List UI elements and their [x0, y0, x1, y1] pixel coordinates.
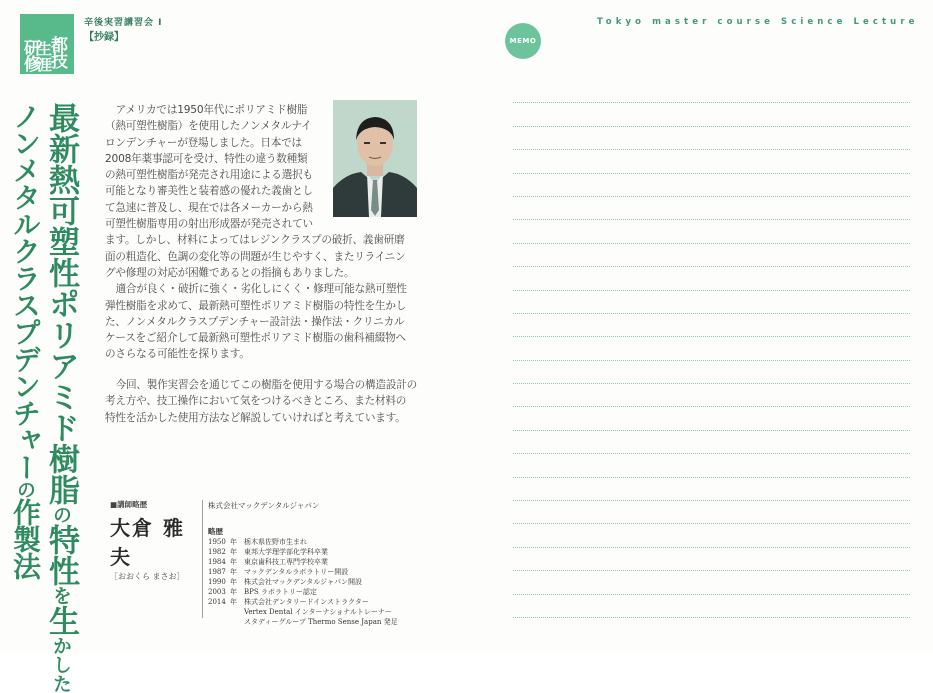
bio-text: マックデンタルラボラトリー開設	[244, 568, 349, 576]
paragraph-3	[105, 377, 420, 426]
logo-char: 研	[24, 39, 41, 59]
bio-year: 1982	[208, 548, 226, 556]
text-line: グや修理の対応が困難であるとの指摘もありました。	[105, 266, 355, 279]
bio-year-unit: 年	[230, 548, 237, 556]
bio-text: 東邦大学理学部化学科卒業	[244, 548, 328, 556]
bio-year-unit: 年	[230, 588, 237, 596]
logo-char: 技	[51, 52, 68, 72]
memo-line	[513, 595, 910, 618]
bio-year-unit: 年	[230, 598, 237, 606]
logo-char: 生	[37, 40, 53, 58]
bio-list	[208, 537, 398, 627]
series-label: 辛後実習講習会 I	[84, 18, 163, 28]
memo-line	[513, 127, 910, 150]
text-line: 2008年薬事認可を受け、特性の違う数種類	[105, 152, 308, 165]
bio-row	[208, 547, 398, 557]
memo-line	[513, 524, 910, 547]
bio-row	[208, 567, 398, 577]
intro-text	[105, 102, 420, 363]
text-line: 今回、製作実習会を通じてこの樹脂を使用する場合の構造設計の	[115, 379, 418, 391]
bio-year	[208, 607, 230, 617]
bio-year: 2003	[208, 588, 226, 596]
text-line: 可塑性樹脂専用の射出形成器が発売されてい	[105, 218, 313, 231]
text-line: 面の粗造化、色調の変化等の問題が生じやすく、またリライニン	[105, 250, 406, 263]
bio-text: 株式会社デンタリードインストラクター	[244, 598, 369, 606]
bio-text: 株式会社マックデンタルジャパン開設	[244, 578, 362, 586]
memo-line	[513, 174, 910, 197]
memo-line	[513, 267, 910, 290]
memo-line	[513, 291, 910, 314]
logo-char: 涯	[37, 56, 53, 74]
memo-line	[513, 103, 910, 126]
bio-text: スタディーグループ Thermo Sense Japan 発足	[244, 618, 398, 626]
bio-year-unit	[230, 607, 244, 617]
bio-year-unit: 年	[230, 578, 237, 586]
bio-year-unit: 年	[230, 568, 237, 576]
memo-line	[513, 384, 910, 407]
memo-lines	[513, 80, 910, 618]
author-role: ■講師略歴	[110, 500, 148, 509]
text-line: の熱可塑性樹脂が発売され用途による選択も	[105, 169, 313, 182]
text-line: ます。しかし、材料によってはレジンクラスプの破折、義歯研磨	[105, 234, 405, 247]
bio-row	[208, 587, 398, 597]
bio-row	[208, 557, 398, 567]
text-line: た、ノンメタルクラスプデンチャー設計法・操作法・クリニカル	[105, 315, 405, 328]
author-affiliation: 株式会社マックデンタルジャパン	[208, 501, 320, 510]
closing-text	[105, 377, 420, 426]
memo-line	[513, 407, 910, 430]
author-kana: ［おおくら まさお］	[110, 572, 185, 581]
memo-line	[513, 150, 910, 173]
bio-year-unit	[230, 617, 244, 627]
bio-year: 2014	[208, 598, 226, 606]
divider	[202, 500, 203, 618]
text-line: 特性を活かした使用方法など解説していければと考えています。	[105, 411, 406, 424]
author-name: 大倉 雅夫	[110, 516, 185, 569]
bio-year: 1984	[208, 558, 226, 566]
memo-line	[513, 314, 910, 337]
logo-char: 都	[51, 36, 68, 56]
organization-logo	[20, 14, 74, 74]
bio-row	[208, 607, 398, 617]
bio-year: 1987	[208, 568, 226, 576]
text-line: 適合が良く・破折に強く・劣化しにくく・修理可能な熱可塑性	[115, 283, 407, 296]
bio-year	[208, 617, 230, 627]
text-line: （熱可塑性樹脂）を使用したノンメタルナイ	[105, 120, 312, 133]
memo-badge: MEMO	[505, 23, 541, 59]
text-line: 可能となり審美性と装着感の優れた義歯とし	[105, 185, 313, 198]
memo-line	[513, 501, 910, 524]
excerpt-label: 【抄録】	[84, 32, 124, 43]
bio-year: 1950	[208, 538, 226, 546]
paragraph-2	[105, 281, 420, 362]
bio-text: 栃木県佐野市生まれ	[244, 538, 307, 546]
text-line: のさらなる可能性を探ります。	[105, 348, 250, 361]
bio-text: 東京歯科技工専門学校卒業	[244, 558, 328, 566]
text-line: 弾性樹脂を求めて、最新熱可塑性ポリアミド樹脂の特性を生かし	[105, 299, 407, 312]
memo-line	[513, 571, 910, 594]
bio-text: BPS ラボラトリー認定	[244, 588, 317, 596]
author-block	[110, 499, 205, 582]
bio-row	[208, 537, 398, 547]
paragraph-1	[105, 102, 420, 281]
title-line-2: ノンメタルクラスプデンチャーの作製法	[9, 102, 42, 579]
memo-line	[513, 244, 910, 267]
memo-line	[513, 431, 910, 454]
running-header: Tokyo master course Science Lecture	[597, 17, 919, 27]
bio-year-unit: 年	[230, 538, 237, 546]
title-line-1: 最新熱可塑性ポリアミド樹脂の特性を生かした	[43, 102, 79, 693]
memo-line	[513, 197, 910, 220]
bio-text: Vertex Dental インターナショナルトレーナー	[244, 608, 392, 616]
memo-line	[513, 478, 910, 501]
bio-row	[208, 617, 398, 627]
memo-line	[513, 337, 910, 360]
bio-year-unit: 年	[230, 558, 237, 566]
memo-line	[513, 361, 910, 384]
bio-heading: 略歴	[208, 527, 223, 536]
text-line: ロンデンチャーが登場しました。日本では	[105, 136, 302, 149]
logo-char: 修	[24, 55, 41, 75]
text-line: て急速に普及し、現在では各メーカーから熱	[105, 201, 313, 214]
memo-line	[513, 220, 910, 243]
memo-line	[513, 80, 910, 103]
memo-line	[513, 454, 910, 477]
text-line: 考え方や、技工操作において気をつけるべきところ、また材料の	[105, 395, 407, 408]
bio-year: 1990	[208, 578, 226, 586]
bio-row	[208, 597, 398, 607]
text-line: アメリカでは1950年代にポリアミド樹脂	[115, 104, 308, 116]
bio-row	[208, 577, 398, 587]
memo-line	[513, 548, 910, 571]
text-line: ケースをご紹介して最新熱可塑性ポリアミド樹脂の歯科補綴物へ	[105, 332, 406, 345]
